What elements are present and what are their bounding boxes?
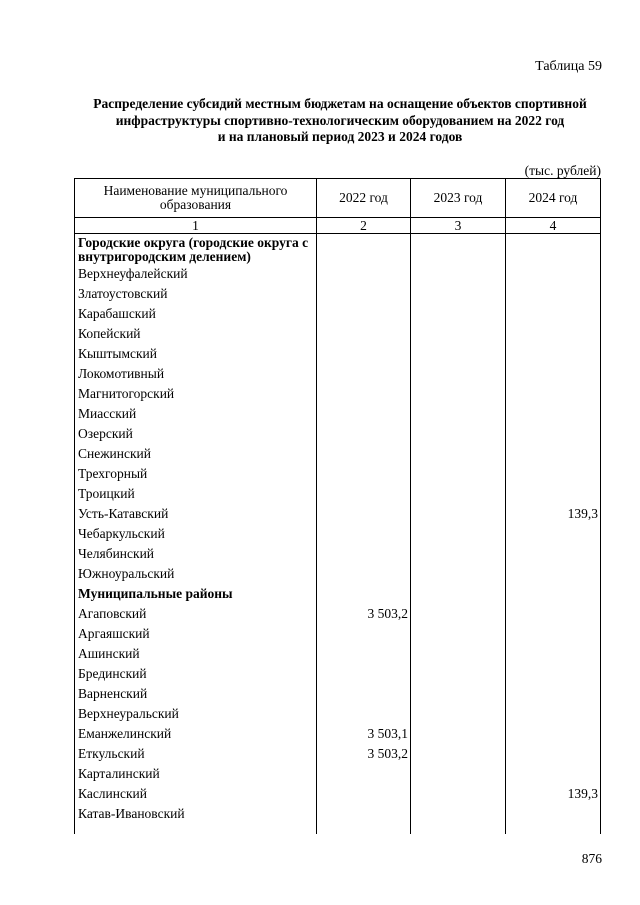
empty-cell [317,824,411,834]
value-2022-cell: 3 503,2 [317,744,411,764]
municipality-name-cell: Локомотивный [75,364,317,384]
header-row [75,179,601,218]
value-2022-cell [317,344,411,364]
table-row [75,324,601,344]
value-2022-cell [317,304,411,324]
table-number-label: Таблица 59 [535,59,602,74]
value-2023-cell [411,324,506,344]
table-row [75,704,601,724]
municipality-name-cell: Карабашский [75,304,317,324]
header-municipality [75,179,317,218]
municipality-name-cell: Брединский [75,664,317,684]
header-2022: 2022 год [317,179,411,218]
value-2022-cell [317,584,411,604]
value-2022-cell [317,364,411,384]
municipality-name-cell: Троицкий [75,484,317,504]
value-2024-cell [506,284,601,304]
value-2022-cell [317,504,411,524]
value-2022-cell [317,564,411,584]
value-2023-cell [411,444,506,464]
table-row [75,484,601,504]
value-2022-cell [317,664,411,684]
value-2022-cell [317,644,411,664]
table-row [75,644,601,664]
value-2022-cell [317,384,411,404]
value-2023-cell [411,304,506,324]
value-2024-cell [506,584,601,604]
value-2024-cell [506,604,601,624]
value-2023-cell [411,404,506,424]
column-number-row [75,218,601,234]
table-row [75,284,601,304]
municipality-name-cell: Магнитогорский [75,384,317,404]
municipality-name-cell: Верхнеуфалейский [75,264,317,284]
value-2024-cell [506,764,601,784]
value-2023-cell [411,234,506,265]
table-row [75,764,601,784]
table-row [75,424,601,444]
value-2022-cell [317,264,411,284]
value-2023-cell [411,424,506,444]
value-2023-cell [411,604,506,624]
value-2023-cell [411,544,506,564]
title-line: и на плановый период 2023 и 2024 годов [217,129,463,144]
table-body [75,234,601,835]
value-2022-cell [317,404,411,424]
value-2022-cell [317,284,411,304]
value-2023-cell [411,764,506,784]
value-2024-cell: 139,3 [506,784,601,804]
value-2023-cell [411,704,506,724]
value-2022-cell [317,524,411,544]
section-header-row [75,584,601,604]
table-row [75,744,601,764]
table-row [75,604,601,624]
value-2024-cell [506,544,601,564]
value-2022-cell [317,424,411,444]
municipality-name-cell: Каслинский [75,784,317,804]
municipality-name-cell: Верхнеуральский [75,704,317,724]
table-row [75,304,601,324]
municipality-name-cell: Агаповский [75,604,317,624]
municipality-name-cell: Карталинский [75,764,317,784]
value-2024-cell [506,524,601,544]
municipality-name-cell: Еткульский [75,744,317,764]
value-2023-cell [411,504,506,524]
table-row [75,684,601,704]
column-number: 2 [317,218,411,234]
header-municipality-line: Наименование муниципального [103,183,288,198]
value-2024-cell [506,404,601,424]
value-2023-cell [411,784,506,804]
municipality-name-cell: Еманжелинский [75,724,317,744]
value-2024-cell [506,384,601,404]
table-row [75,404,601,424]
header-2023: 2023 год [411,179,506,218]
municipality-name-cell: Снежинский [75,444,317,464]
value-2022-cell [317,684,411,704]
value-2024-cell [506,484,601,504]
value-2022-cell [317,544,411,564]
table-row [75,464,601,484]
table-row [75,544,601,564]
value-2024-cell [506,304,601,324]
value-2024-cell [506,364,601,384]
value-2023-cell [411,724,506,744]
value-2024-cell [506,344,601,364]
empty-cell [506,824,601,834]
municipality-name-cell: Копейский [75,324,317,344]
value-2024-cell [506,324,601,344]
value-2024-cell [506,564,601,584]
value-2022-cell [317,784,411,804]
value-2023-cell [411,744,506,764]
municipality-name-cell: Миасский [75,404,317,424]
value-2022-cell: 3 503,2 [317,604,411,624]
table-row [75,344,601,364]
value-2023-cell [411,384,506,404]
value-2023-cell [411,624,506,644]
empty-cell [75,824,317,834]
municipality-name-cell: Челябинский [75,544,317,564]
value-2023-cell [411,804,506,824]
value-2023-cell [411,524,506,544]
header-2024: 2024 год [506,179,601,218]
value-2022-cell [317,324,411,344]
table-row [75,524,601,544]
title-line: Распределение субсидий местным бюджетам на оснащение объектов спортивной [93,96,587,111]
value-2024-cell [506,684,601,704]
value-2023-cell [411,364,506,384]
header-municipality-line: образования [159,197,232,212]
value-2023-cell [411,584,506,604]
value-2024-cell [506,744,601,764]
value-2023-cell [411,264,506,284]
value-2023-cell [411,344,506,364]
table-row [75,564,601,584]
value-2022-cell: 3 503,1 [317,724,411,744]
value-2023-cell [411,464,506,484]
municipality-name-cell: Катав-Ивановский [75,804,317,824]
municipality-name-cell: Трехгорный [75,464,317,484]
section-header-row [75,234,601,265]
units-label: (тыс. рублей) [524,163,601,178]
municipality-name-cell: Южноуральский [75,564,317,584]
value-2024-cell [506,424,601,444]
subsidy-table [74,178,601,834]
value-2022-cell [317,704,411,724]
value-2023-cell [411,564,506,584]
value-2024-cell [506,264,601,284]
table-row [75,804,601,824]
municipality-name-cell: Муниципальные районы [75,584,317,604]
value-2024-cell [506,704,601,724]
table-row [75,364,601,384]
value-2023-cell [411,284,506,304]
value-2024-cell [506,664,601,684]
municipality-name-cell: Златоустовский [75,284,317,304]
value-2022-cell [317,484,411,504]
municipality-name-cell: Варненский [75,684,317,704]
value-2022-cell [317,444,411,464]
table-row [75,504,601,524]
table-title [70,96,610,146]
municipality-name-cell: Чебаркульский [75,524,317,544]
page-number: 876 [581,851,602,866]
value-2024-cell [506,724,601,744]
municipality-name-cell: Аргаяшский [75,624,317,644]
value-2023-cell [411,664,506,684]
value-2022-cell [317,624,411,644]
column-number: 4 [506,218,601,234]
municipality-name-cell: Ашинский [75,644,317,664]
column-number: 3 [411,218,506,234]
table-row [75,384,601,404]
table-row [75,784,601,804]
title-line: инфраструктуры спортивно-технологическим оборудованием на 2022 год [115,112,565,128]
table-row [75,664,601,684]
value-2023-cell [411,484,506,504]
value-2023-cell [411,644,506,664]
value-2022-cell [317,234,411,265]
value-2024-cell: 139,3 [506,504,601,524]
value-2022-cell [317,804,411,824]
column-number: 1 [75,218,317,234]
table-row [75,444,601,464]
value-2024-cell [506,234,601,265]
municipality-name-cell: Кыштымский [75,344,317,364]
table-row [75,264,601,284]
table-row [75,624,601,644]
value-2024-cell [506,644,601,664]
municipality-name-cell: Озерский [75,424,317,444]
municipality-name-cell: Усть-Катавский [75,504,317,524]
municipality-name-cell: Городские округа (городские округа с внутригородским делением) [75,234,317,265]
empty-cell [411,824,506,834]
value-2024-cell [506,464,601,484]
value-2024-cell [506,624,601,644]
value-2022-cell [317,764,411,784]
table-row [75,724,601,744]
value-2022-cell [317,464,411,484]
value-2024-cell [506,804,601,824]
value-2023-cell [411,684,506,704]
table-continuation-row [75,824,601,834]
value-2024-cell [506,444,601,464]
